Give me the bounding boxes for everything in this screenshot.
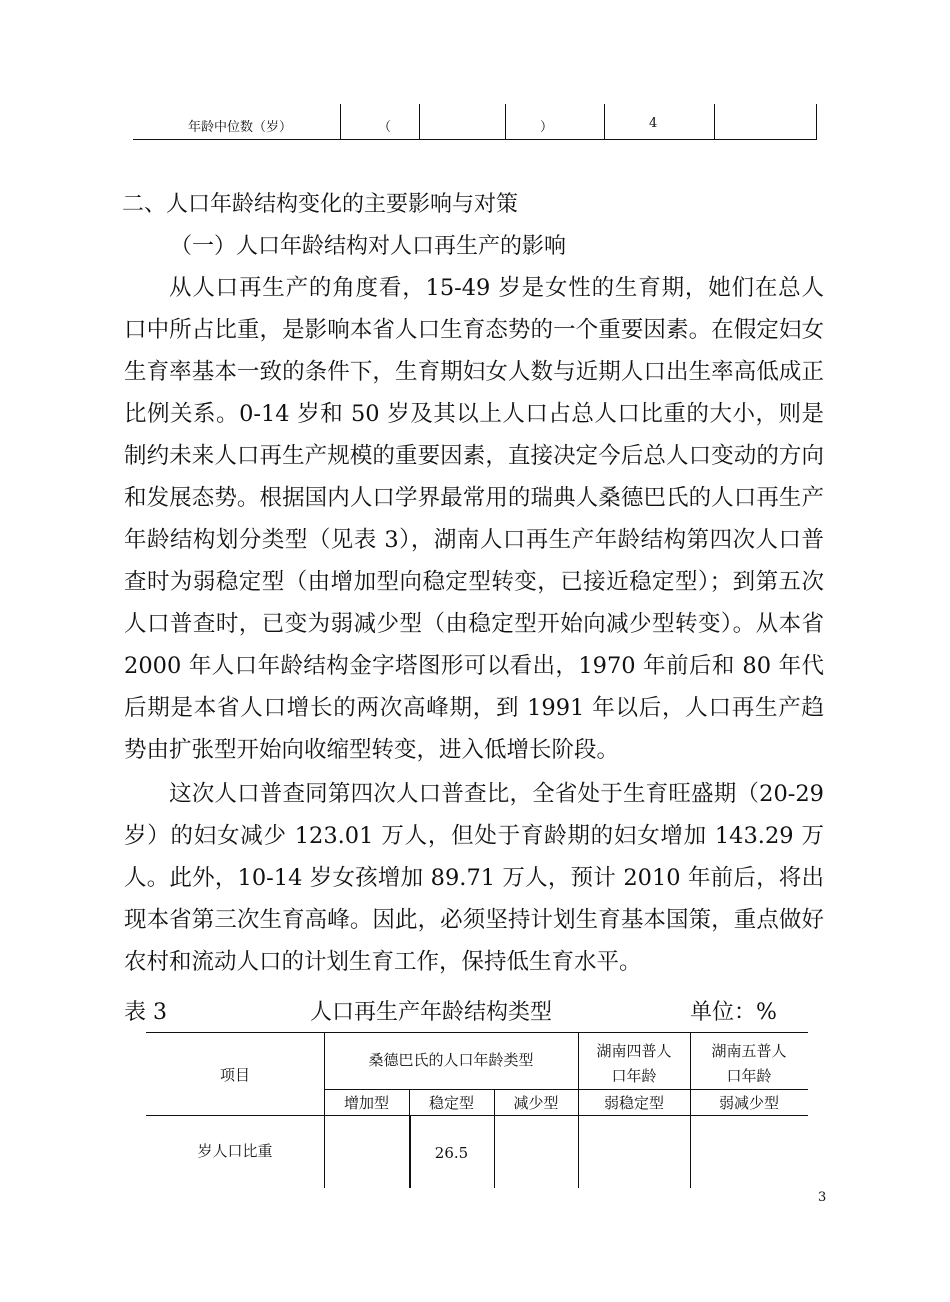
- row-label: 岁人口比重: [197, 1142, 273, 1160]
- page-number: 3: [818, 1190, 827, 1205]
- subheader-weak-stable: 弱稳定型: [603, 1094, 664, 1112]
- section-heading: 二、人口年龄结构变化的主要影响与对策: [122, 192, 519, 217]
- cell-4-census: （: [378, 120, 392, 135]
- table-bottom-rule: [133, 139, 817, 140]
- table-divider: [340, 104, 341, 140]
- table-unit: 单位：%: [690, 1000, 777, 1025]
- cell-change: ）: [540, 120, 554, 135]
- table-header-rule: [146, 1115, 808, 1116]
- header-sundbarg: 桑德巴氏的人口年龄类型: [368, 1051, 534, 1069]
- header-hunan4-line2: 口年龄: [611, 1067, 657, 1085]
- table-divider: [604, 104, 605, 140]
- header-hunan5-line2: 口年龄: [726, 1067, 772, 1085]
- table-header-divider: [324, 1089, 808, 1090]
- header-hunan4-line1: 湖南四普人: [596, 1042, 672, 1060]
- paragraph-2: 这次人口普查同第四次人口普查比，全省处于生育旺盛期（20-29 岁）的妇女减少 123.01 万人，但处于育龄期的妇女增加 143.29 万人。此外，10-14 岁女孩增加 89.71 万人，预计 2010 年前后，将出现本省第三次生育高峰。因此，必须坚持计划生育基本国策，重点做好农村和流动人口的计划生育工作，保持低生育水平。: [124, 781, 824, 975]
- row-value-stable: 26.5: [434, 1144, 469, 1162]
- table-divider: [714, 104, 715, 140]
- table-divider: [324, 1115, 325, 1188]
- table-title: 人口再生产年龄结构类型: [310, 1000, 553, 1025]
- header-hunan5-line1: 湖南五普人: [711, 1042, 787, 1060]
- cell-value: 4: [649, 116, 658, 131]
- table-divider: [494, 1115, 495, 1188]
- table-label: 表 3: [124, 1000, 167, 1025]
- table-divider: [816, 104, 817, 140]
- paragraph-1: 从人口再生产的角度看，15-49 岁是女性的生育期，她们在总人口中所占比重，是影响本省人口生育态势的一个重要因素。在假定妇女生育率基本一致的条件下，生育期妇女人数与近期人口出生率高低成正比例关系。0-14 岁和 50 岁及其以上人口占总人口比重的大小，则是制约未来人口再生产规模的重要因素，直接决定今后总人口变动的方向和发展态势。根据国内人口学界最常用的瑞典人桑德巴氏的人口再生产年龄结构划分类型（见表 3），湖南人口再生产年龄结构第四次人口普查时为弱稳定型（由增加型向稳定型转变，已接近稳定型）；到第五次人口普查时，已变为弱减少型（由稳定型开始向减少型转变）。从本省 2000 年人口年龄结构金字塔图形可以看出，1970 年前后和 80 年代后期是本省人口增长的两次高峰期，到 1991 年以后，人口再生产趋势由扩张型开始向收缩型转变，进入低增长阶段。: [124, 275, 824, 763]
- subheader-increasing: 增加型: [343, 1094, 389, 1112]
- table-top-rule: [146, 1032, 808, 1033]
- table-divider: [505, 104, 506, 140]
- table-divider: [419, 104, 420, 140]
- subheader-decreasing: 减少型: [513, 1094, 559, 1112]
- subheader-weak-decreasing: 弱减少型: [718, 1094, 779, 1112]
- header-item: 项目: [219, 1066, 250, 1084]
- subheader-stable: 稳定型: [428, 1094, 474, 1112]
- subsection-heading: （一）人口年龄结构对人口再生产的影响: [170, 234, 567, 259]
- row-label-median-age: 年龄中位数（岁）: [188, 120, 293, 135]
